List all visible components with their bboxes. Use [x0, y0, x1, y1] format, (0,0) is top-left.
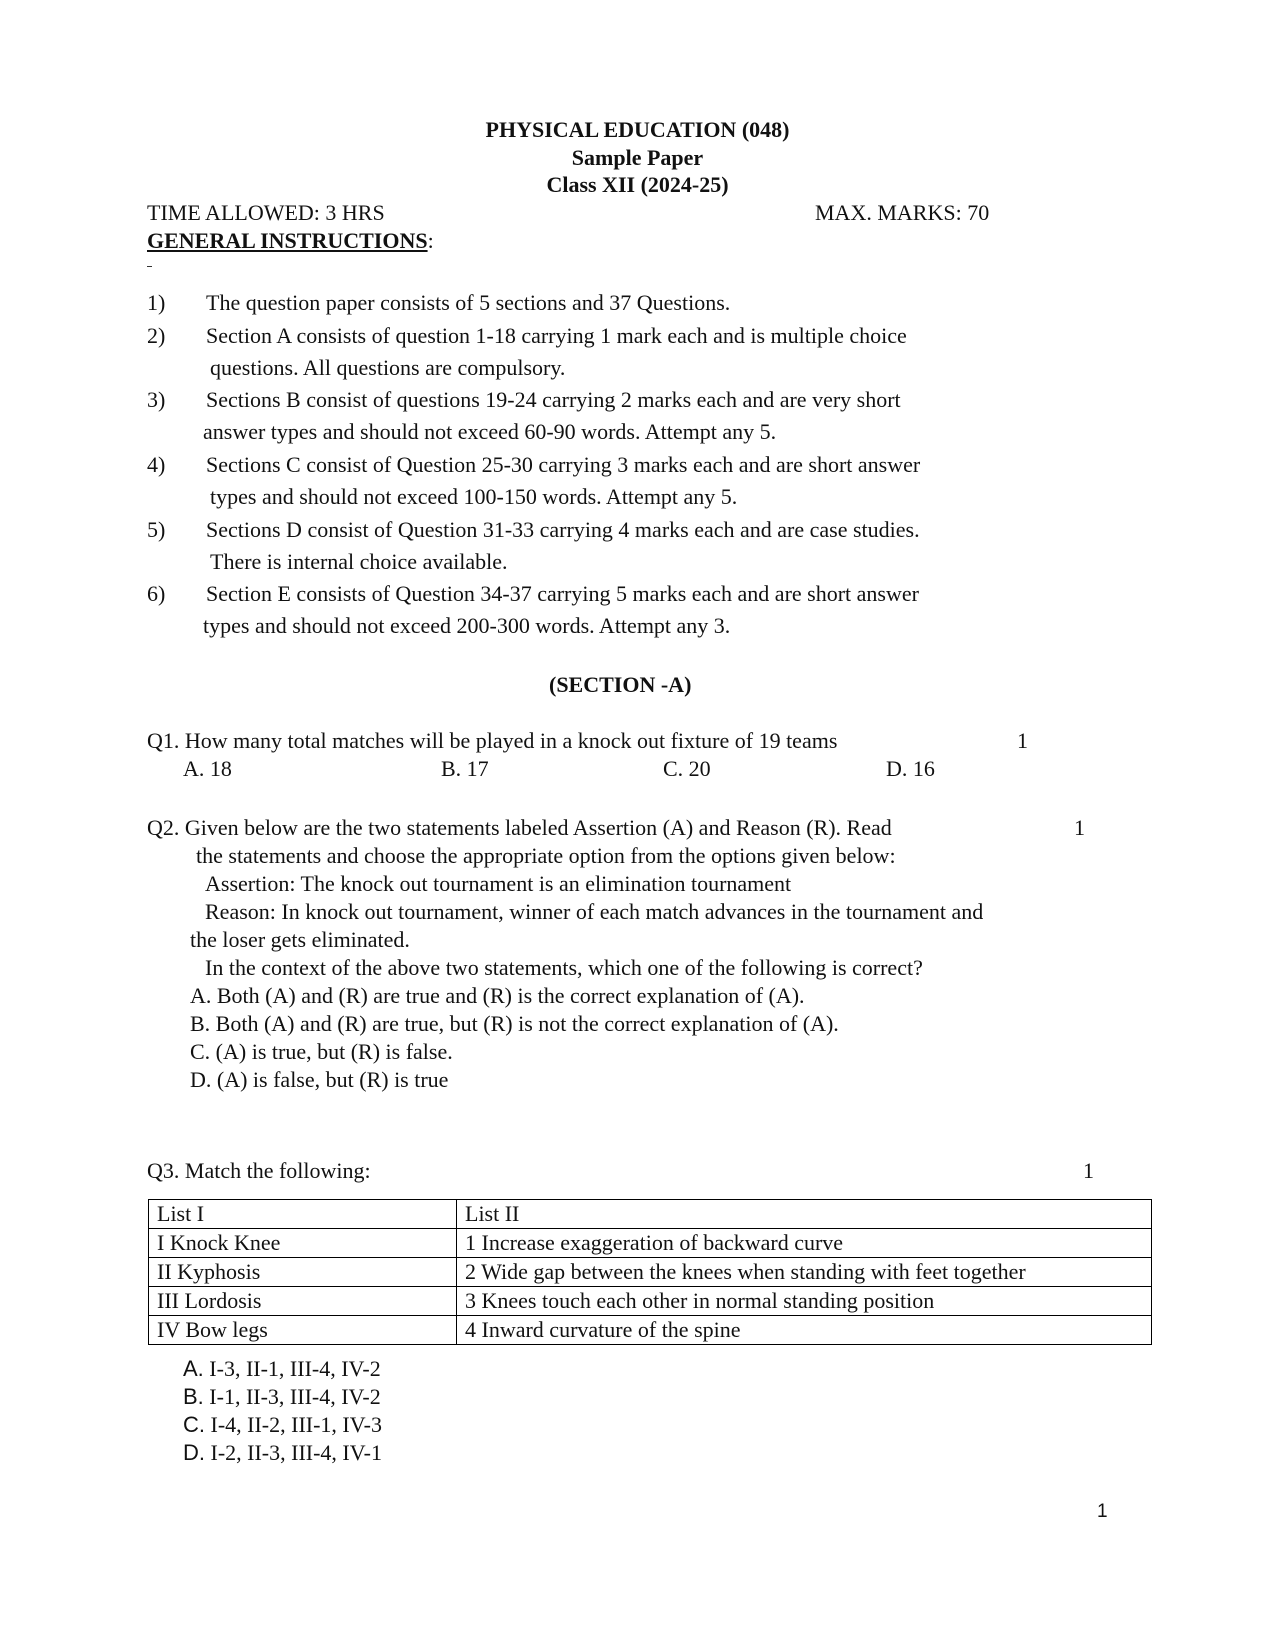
table-cell: 1 Increase exaggeration of backward curve [457, 1229, 1152, 1258]
question-3-option [183, 1439, 382, 1467]
instruction-number: 6) [147, 581, 166, 606]
instruction-text: answer types and should not exceed 60-90 words. Attempt any 5. [203, 419, 777, 444]
instructions-heading-colon: : [427, 228, 434, 253]
question-1-option-b: B. 17 [441, 756, 489, 781]
instruction-text: Section A consists of question 1-18 carrying 1 mark each and is multiple choice [206, 323, 907, 348]
question-1-option-a: A. 18 [183, 756, 232, 781]
table-cell: 3 Knees touch each other in normal standing position [457, 1287, 1152, 1316]
question-1-option-d: D. 16 [886, 756, 935, 781]
instruction-text: There is internal choice available. [210, 549, 508, 574]
table-cell: IV Bow legs [149, 1316, 457, 1345]
table-row [149, 1316, 1152, 1345]
instructions-heading [147, 227, 434, 255]
instruction-number: 1) [147, 290, 166, 315]
table-header-cell: List II [457, 1200, 1152, 1229]
instruction-number: 5) [147, 517, 166, 542]
paper-title: PHYSICAL EDUCATION (048) [485, 117, 790, 142]
table-header-cell: List I [149, 1200, 457, 1229]
table-row [149, 1258, 1152, 1287]
section-heading: (SECTION -A) [549, 672, 692, 697]
stray-mark [147, 266, 152, 267]
question-1-option-c: C. 20 [663, 756, 711, 781]
question-2-option-b: B. Both (A) and (R) are true, but (R) is not the correct explanation of (A). [190, 1011, 839, 1036]
question-3-option [183, 1411, 382, 1439]
table-row [149, 1287, 1152, 1316]
option-letter: D. [183, 1440, 205, 1465]
time-allowed: TIME ALLOWED: 3 HRS [147, 200, 385, 225]
table-cell: 4 Inward curvature of the spine [457, 1316, 1152, 1345]
question-2-context: In the context of the above two statements, which one of the following is correct? [205, 955, 923, 980]
table-cell: II Kyphosis [149, 1258, 457, 1287]
question-2-reason: Reason: In knock out tournament, winner of each match advances in the tournament and [205, 899, 984, 924]
table-cell: III Lordosis [149, 1287, 457, 1316]
instruction-text: The question paper consists of 5 sections and 37 Questions. [206, 290, 731, 315]
instruction-text: Sections D consist of Question 31-33 carrying 4 marks each and are case studies. [206, 517, 920, 542]
question-1-marks: 1 [1017, 728, 1028, 753]
question-2-option-d: D. (A) is false, but (R) is true [190, 1067, 449, 1092]
option-letter: A. [183, 1356, 204, 1381]
option-letter: C. [183, 1412, 205, 1437]
question-2-line-1: Q2. Given below are the two statements labeled Assertion (A) and Reason (R). Read [147, 815, 892, 840]
question-2-reason-cont: the loser gets eliminated. [190, 927, 410, 952]
instruction-text: Section E consists of Question 34-37 carrying 5 marks each and are short answer [206, 581, 919, 606]
option-text: I-4, II-2, III-1, IV-3 [210, 1412, 382, 1437]
option-text: I-3, II-1, III-4, IV-2 [209, 1356, 381, 1381]
question-3-option [183, 1355, 381, 1383]
page-number: 1 [1097, 1501, 1108, 1522]
option-letter: B. [183, 1384, 204, 1409]
instruction-text: Sections C consist of Question 25-30 carrying 3 marks each and are short answer [206, 452, 921, 477]
paper-subtitle: Sample Paper [571, 145, 704, 170]
question-2-line-2: the statements and choose the appropriate option from the options given below: [196, 843, 896, 868]
table-cell: I Knock Knee [149, 1229, 457, 1258]
instruction-text: Sections B consist of questions 19-24 carrying 2 marks each and are very short [206, 387, 901, 412]
table-row [149, 1229, 1152, 1258]
max-marks: MAX. MARKS: 70 [815, 200, 990, 225]
instruction-number: 4) [147, 452, 166, 477]
option-text: I-2, II-3, III-4, IV-1 [210, 1440, 382, 1465]
table-header-row [149, 1200, 1152, 1229]
class-line: Class XII (2024-25) [546, 172, 729, 197]
option-text: I-1, II-3, III-4, IV-2 [209, 1384, 381, 1409]
instruction-text: types and should not exceed 100-150 words. Attempt any 5. [210, 484, 738, 509]
table-cell: 2 Wide gap between the knees when standing with feet together [457, 1258, 1152, 1287]
question-1-text: Q1. How many total matches will be played in a knock out fixture of 19 teams [147, 728, 838, 753]
question-2-marks: 1 [1074, 815, 1085, 840]
instruction-number: 2) [147, 323, 166, 348]
question-2-option-c: C. (A) is true, but (R) is false. [190, 1039, 453, 1064]
instruction-text: types and should not exceed 200-300 words. Attempt any 3. [203, 613, 731, 638]
question-3-marks: 1 [1083, 1158, 1094, 1183]
question-3-text: Q3. Match the following: [147, 1158, 371, 1183]
match-table [148, 1199, 1152, 1345]
question-2-option-a: A. Both (A) and (R) are true and (R) is the correct explanation of (A). [190, 983, 805, 1008]
instructions-heading-text: GENERAL INSTRUCTIONS [147, 228, 428, 253]
instruction-text: questions. All questions are compulsory. [210, 355, 566, 380]
question-2-assertion: Assertion: The knock out tournament is an elimination tournament [205, 871, 792, 896]
instruction-number: 3) [147, 387, 166, 412]
question-3-option [183, 1383, 381, 1411]
